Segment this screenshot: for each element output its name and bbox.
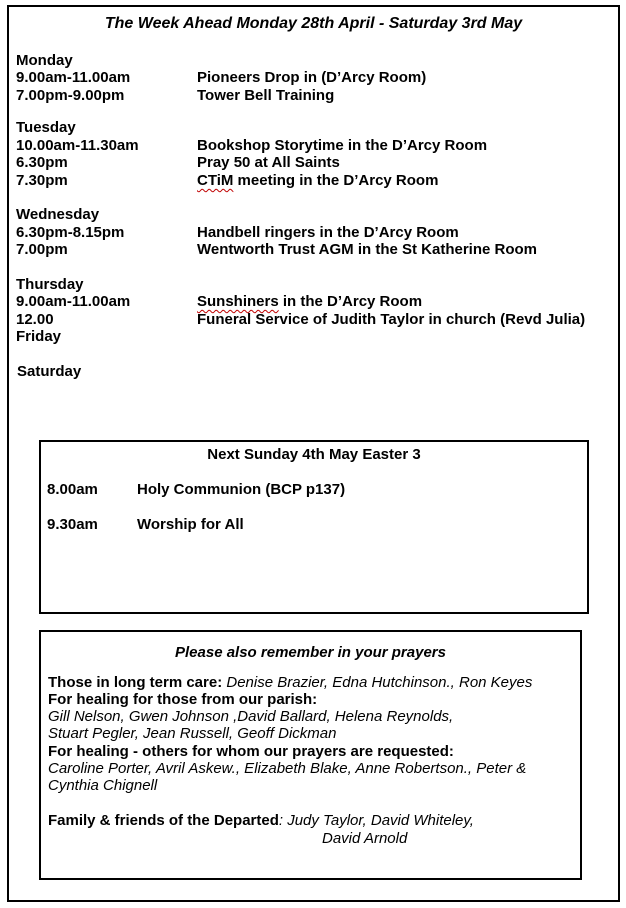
departed-names-line1: : Judy Taylor, David Whiteley, [278, 812, 474, 829]
departed-line [48, 812, 474, 829]
day-saturday: Saturday [17, 363, 82, 380]
day-thursday: Thursday [16, 276, 84, 293]
departed-names [322, 830, 407, 847]
others-healing-names [48, 777, 157, 794]
others-healing-names [48, 760, 526, 777]
event-name [197, 172, 438, 189]
others-names-line2: Cynthia Chignell [48, 777, 158, 794]
next-sunday-heading: Next Sunday 4th May Easter 3 [207, 446, 421, 463]
event-name-prefix: CTiM [197, 172, 234, 189]
departed-label: Family & friends of the Departed [48, 812, 279, 829]
long-term-care-names: Denise Brazier, Edna Hutchinson., Ron Keyes [222, 674, 533, 691]
event-name [197, 293, 422, 310]
event-time: 10.00am-11.30am [16, 137, 139, 154]
day-friday: Friday [16, 328, 62, 345]
event-name: Funeral Service of Judith Taylor in church (Revd Julia) [197, 311, 586, 328]
event-name-prefix: Sunshiners [197, 293, 279, 310]
event-time: 7.30pm [16, 172, 68, 189]
event-name-rest: in the D’Arcy Room [278, 293, 423, 310]
event-name: Pioneers Drop in (D’Arcy Room) [197, 69, 427, 86]
notice-frame [7, 5, 620, 902]
departed-names-line2: David Arnold [322, 830, 408, 847]
parish-healing-names [48, 725, 336, 742]
service-time: 8.00am [47, 481, 98, 498]
event-name-rest: meeting in the D’Arcy Room [233, 172, 439, 189]
event-time: 9.00am-11.00am [16, 69, 131, 86]
parish-healing-label [48, 691, 317, 708]
day-tuesday: Tuesday [16, 119, 76, 136]
next-sunday-box [39, 440, 589, 614]
day-monday: Monday [16, 52, 73, 69]
event-time: 12.00 [16, 311, 54, 328]
event-time: 6.30pm [16, 154, 68, 171]
event-name: Pray 50 at All Saints [197, 154, 340, 171]
event-name: Bookshop Storytime in the D’Arcy Room [197, 137, 488, 154]
page-title: The Week Ahead Monday 28th April - Saturday 3rd May [104, 15, 523, 32]
long-term-care-label: Those in long term care: [48, 674, 223, 691]
event-name: Tower Bell Training [197, 87, 335, 104]
service-time: 9.30am [47, 516, 98, 533]
event-time: 9.00am-11.00am [16, 293, 131, 310]
prayers-heading: Please also remember in your prayers [175, 644, 446, 661]
event-name: Wentworth Trust AGM in the St Katherine Room [197, 241, 538, 258]
others-healing-label-text: For healing - others for whom our prayers are requested: [48, 743, 454, 760]
day-wednesday: Wednesday [16, 206, 100, 223]
event-time: 7.00pm [16, 241, 68, 258]
prayers-box [39, 630, 582, 880]
parish-healing-names [48, 708, 453, 725]
service-name: Holy Communion (BCP p137) [137, 481, 346, 498]
parish-names-line1: Gill Nelson, Gwen Johnson ,David Ballard, Helena Reynolds, [48, 708, 454, 725]
parish-names-line2: Stuart Pegler, Jean Russell, Geoff Dickman [48, 725, 337, 742]
event-name: Handbell ringers in the D’Arcy Room [197, 224, 459, 241]
others-healing-label [48, 743, 454, 760]
event-time: 6.30pm-8.15pm [16, 224, 125, 241]
long-term-care-line [48, 674, 532, 691]
parish-healing-label-text: For healing for those from our parish: [48, 691, 318, 708]
service-name: Worship for All [137, 516, 244, 533]
others-names-line1: Caroline Porter, Avril Askew., Elizabeth Blake, Anne Robertson., Peter & [48, 760, 527, 777]
event-time: 7.00pm-9.00pm [16, 87, 125, 104]
